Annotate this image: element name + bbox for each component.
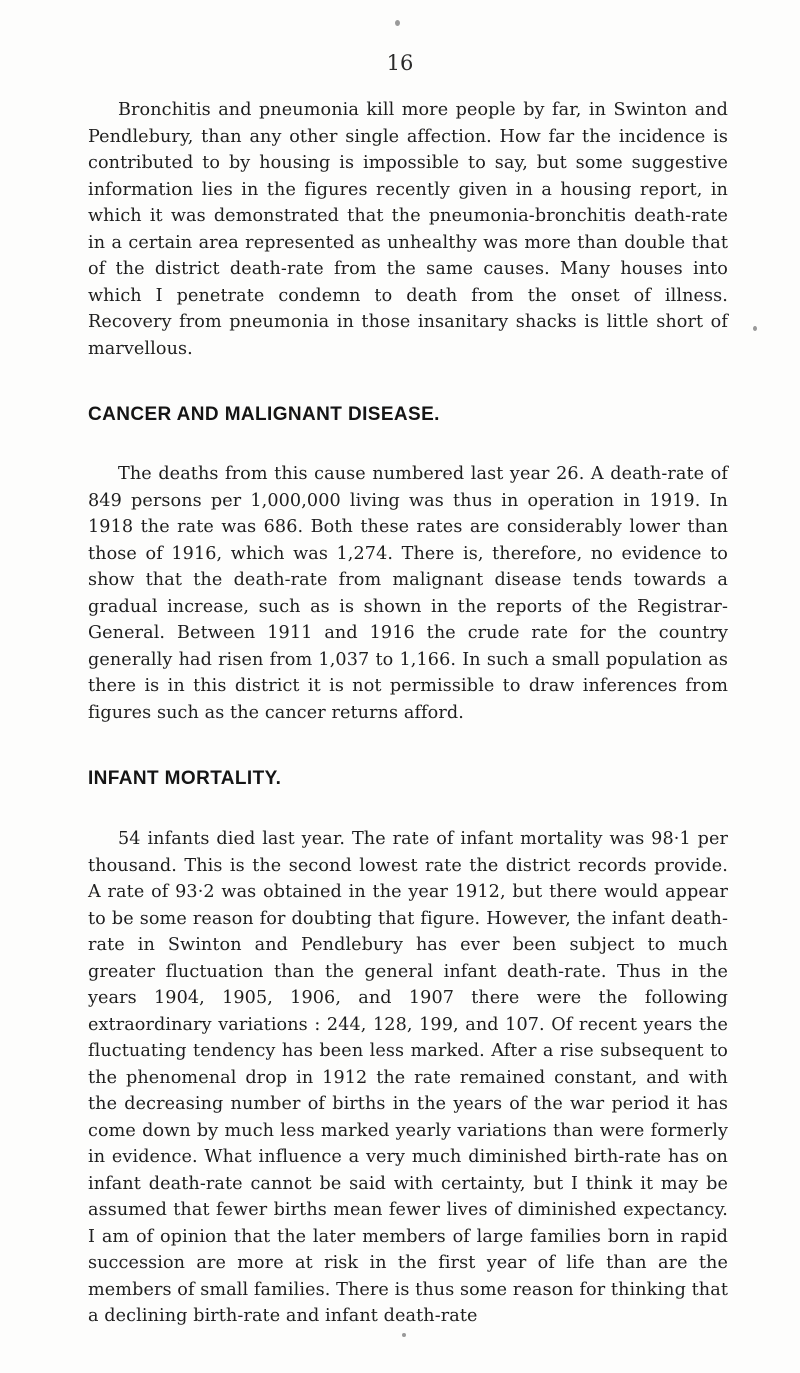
section-heading-infant-mortality: INFANT MORTALITY. [88,768,282,789]
infant-mortality-paragraph: 54 infants died last year. The rate of infant mortality was 98·1 per thousand. This is the second lowest rate the district records provide. A rate of 93·2 was obtained in the year 1912, but there would appear to be some reason for doubting that figure. However, the infant death-rate in Swinton and Pendlebury has ever been subject to much greater fluctuation than the general infant death-rate. Thus in the years 1904, 1905, 1906, and 1907 there were the following extraordinary variations : 244, 128, 199, and 107. Of recent years the fluctuating tendency has been less marked. After a rise subsequent to the phenomenal drop in 1912 the rate remained constant, and with the decreasing number of births in the years of the war period it has come down by much less marked yearly variations than were formerly in evidence. What influence a very much diminished birth-rate has on infant death-rate cannot be said with certainty, but I think it may be assumed that fewer births mean fewer lives of diminished expectancy. I am of opinion that the later members of large families born in rapid succession are more at risk in the first year of life than are the members of small families. There is thus some reason for thinking that a declining birth-rate and infant death-rate [88,829,728,1326]
document-body [88,97,728,1330]
cancer-paragraph: The deaths from this cause numbered last year 26. A death-rate of 849 persons per 1,000,000 living was thus in operation in 1919. In 1918 the rate was 686. Both these rates are considerably lower than those of 1916, which was 1,274. There is, therefore, no evidence to show that the death-rate from malignant disease tends towards a gradual increase, such as is shown in the reports of the Registrar-General. Between 1911 and 1916 the crude rate for the country generally had risen from 1,037 to 1,166. In such a small population as there is in this district it is not permissible to draw inferences from figures such as the cancer returns afford. [88,464,728,723]
section-heading-cancer: CANCER AND MALIGNANT DISEASE. [88,404,440,425]
scan-speck [753,326,757,331]
scan-speck [402,1333,406,1337]
scan-speck [395,20,400,26]
page-number: 16 [386,51,414,75]
intro-paragraph: Bronchitis and pneumonia kill more people by far, in Swinton and Pendlebury, than any other single affection. How far the incidence is contributed to by housing is impossible to say, but some suggestive information lies in the figures recently given in a housing report, in which it was demonstrated that the pneumonia-bronchitis death-rate in a certain area represented as unhealthy was more than double that of the district death-rate from the same causes. Many houses into which I penetrate condemn to death from the onset of illness. Recovery from pneumonia in those insanitary shacks is little short of marvellous. [88,100,728,359]
